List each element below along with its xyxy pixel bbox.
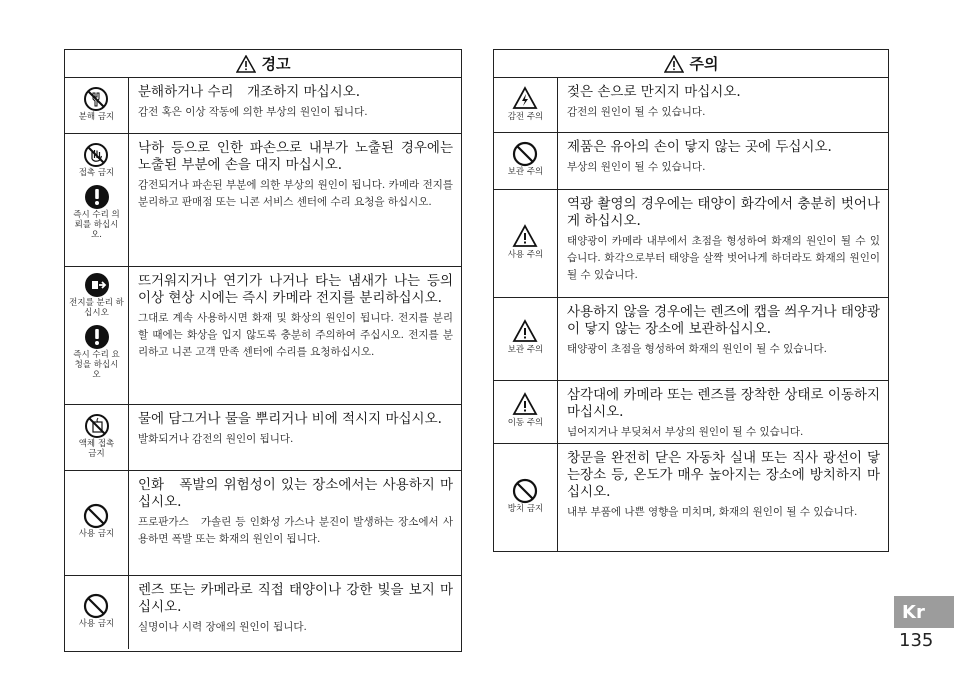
- warning-row: [65, 267, 461, 405]
- warning-row: [65, 576, 461, 649]
- caution-detail: 태양광이 카메라 내부에서 초점을 형성하여 화재의 원인이 될 수 있습니다. 화각으로부터 태양을 살짝 벗어나게 하더라도 화재의 원인이 될 수 있습니다.: [567, 235, 880, 281]
- warning-heading: 뜨거워지거나 연기가 나거나 타는 냄새가 나는 등의 이상 현상 시에는 즉시 카메라 전지를 분리하십시오.: [138, 273, 453, 306]
- electric-shock-icon: [512, 86, 538, 112]
- warning-triangle-icon: [236, 55, 256, 73]
- warning-row: [65, 134, 461, 267]
- warning-detail: 그대로 계속 사용하시면 화재 및 화상의 원인이 됩니다. 전지를 분리할 때에는 화상을 입지 않도록 충분히 주의하여 주십시오. 전지를 분리하고 니콘 고객 만족 센터에 수리를 요청하십시오.: [138, 312, 453, 358]
- caution-heading: 삼각대에 카메라 또는 렌즈를 장착한 상태로 이동하지 마십시오.: [567, 387, 880, 420]
- no-liquid-contact-icon: [84, 413, 110, 439]
- caution-icon: [512, 224, 538, 250]
- icon-label: 분해 금지: [78, 112, 115, 122]
- caution-heading: 창문을 완전히 닫은 자동차 실내 또는 직사 광선이 닿는장소 등, 온도가 매우 높아지는 장소에 방치하지 마십시오.: [567, 450, 880, 500]
- icon-label: 즉시 수리 의뢰를 하십시오.: [73, 210, 120, 240]
- icon-label: 사용 주의: [507, 249, 544, 260]
- caution-heading: 역광 촬영의 경우에는 태양이 화각에서 충분히 벗어나게 하십시오.: [567, 196, 880, 229]
- warning-detail: 발화되거나 감전의 원인이 됩니다.: [138, 433, 294, 445]
- caution-row: [494, 381, 888, 444]
- icon-label: 사용 금지: [78, 618, 115, 629]
- caution-icon: [512, 392, 538, 418]
- warning-detail: 실명이나 시력 장애의 원인이 됩니다.: [138, 621, 307, 633]
- remove-battery-icon: [84, 272, 110, 298]
- caution-row: [494, 298, 888, 381]
- warning-table: [64, 49, 462, 652]
- caution-table: [493, 49, 889, 552]
- icon-label: 접촉 금지: [78, 168, 115, 178]
- icon-label: 보관 주의: [507, 345, 544, 355]
- icon-label: 방치 금지: [507, 504, 544, 514]
- warning-detail: 프로판가스 가솔린 등 인화성 가스나 분진이 발생하는 장소에서 사용하면 폭발 또는 화재의 원인이 됩니다.: [138, 516, 453, 545]
- icon-label: 전지를 분리 하십시오: [69, 298, 124, 318]
- caution-title: 주의: [689, 55, 719, 73]
- icon-label: 이동 주의: [507, 418, 544, 428]
- caution-detail: 넘어지거나 부딪쳐서 부상의 원인이 될 수 있습니다.: [567, 426, 804, 438]
- caution-detail: 부상의 원인이 될 수 있습니다.: [567, 161, 706, 173]
- prohibited-icon: [83, 503, 109, 529]
- caution-row: [494, 78, 888, 133]
- caution-heading: 사용하지 않을 경우에는 렌즈에 캡을 씌우거나 태양광이 닿지 않는 장소에 보관하십시오.: [567, 304, 880, 337]
- icon-label: 감전 주의: [507, 112, 544, 122]
- warning-heading: 분해하거나 수리 개조하지 마십시오.: [138, 84, 360, 100]
- icon-label: 사용 금지: [78, 529, 115, 539]
- warning-detail: 감전 혹은 이상 작동에 의한 부상의 원인이 됩니다.: [138, 106, 368, 118]
- caution-row: [494, 190, 888, 298]
- warning-row: [65, 405, 461, 471]
- caution-row: [494, 444, 888, 552]
- warning-heading: 인화 폭발의 위험성이 있는 장소에서는 사용하지 마십시오.: [138, 477, 453, 510]
- caution-heading: 젖은 손으로 만지지 마십시오.: [567, 84, 741, 100]
- caution-heading: 제품은 유아의 손이 닿지 않는 곳에 두십시오.: [567, 139, 832, 155]
- warning-row: [65, 471, 461, 576]
- prohibited-icon: [83, 593, 109, 619]
- warning-title: 경고: [261, 55, 291, 73]
- caution-triangle-icon: [664, 55, 684, 73]
- warning-detail: 감전되거나 파손된 부분에 의한 부상의 원인이 됩니다. 카메라 전지를 분리하고 판매점 또는 니콘 서비스 센터에 수리 요청을 하십시오.: [138, 179, 453, 208]
- icon-label: 보관 주의: [507, 167, 544, 177]
- caution-detail: 태양광이 초점을 형성하여 화재의 원인이 될 수 있습니다.: [567, 343, 827, 355]
- warning-heading: 낙하 등으로 인한 파손으로 내부가 노출된 경우에는 노출된 부분에 손을 대지 마십시오.: [138, 140, 453, 173]
- warning-row: [65, 78, 461, 134]
- caution-row: [494, 133, 888, 190]
- no-disassembly-icon: [83, 86, 109, 112]
- exclamation-icon: [84, 184, 110, 210]
- prohibited-icon: [512, 141, 538, 167]
- exclamation-icon: [84, 324, 110, 350]
- warning-header: [65, 50, 461, 78]
- caution-detail: 내부 부품에 나쁜 영향을 미치며, 화재의 원인이 될 수 있습니다.: [567, 506, 858, 518]
- caution-detail: 감전의 원인이 될 수 있습니다.: [567, 106, 706, 118]
- caution-icon: [512, 319, 538, 345]
- warning-heading: 렌즈 또는 카메라로 직접 태양이나 강한 빛을 보지 마십시오.: [138, 582, 453, 615]
- icon-label: 즉시 수리 요청을 하십시오: [73, 350, 120, 380]
- caution-header: [494, 50, 888, 78]
- icon-label: 액체 접촉 금지: [78, 439, 115, 459]
- no-touch-icon: [83, 142, 109, 168]
- page-number: 135: [899, 630, 934, 651]
- prohibited-icon: [512, 478, 538, 504]
- language-tab: Kr: [894, 596, 954, 628]
- warning-heading: 물에 담그거나 물을 뿌리거나 비에 적시지 마십시오.: [138, 411, 442, 427]
